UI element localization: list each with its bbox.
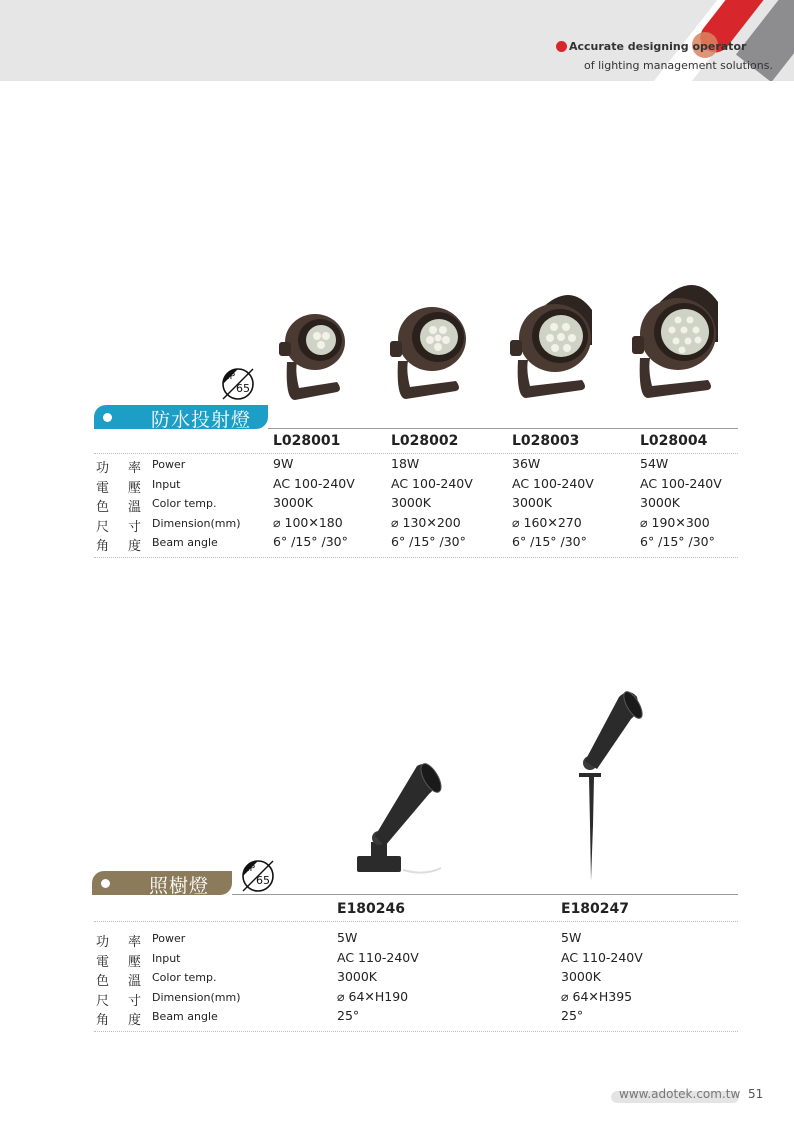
row-divider [94,453,738,454]
row-label-zh: 率 [128,935,142,950]
model-number: L028003 [512,433,580,449]
bullet-dot-icon [556,41,567,52]
row-label-en: Color temp. [152,971,217,984]
spec-value: 3000K [391,495,432,510]
header-tagline: Accurate designing operator [569,40,747,53]
spec-value: 3000K [640,495,681,510]
spec-value: AC 100-240V [640,475,722,491]
page-header [0,0,794,81]
section-bar-floodlight [94,405,268,429]
floodlight-image-1 [275,312,355,402]
spec-value: ⌀ 64✕H190 [337,988,409,1004]
spec-value: 18W [391,456,420,471]
row-label-zh: 寸 [128,993,142,1009]
spec-value: 6° /15° /30° [640,534,715,549]
row-label-en: Input [152,477,181,491]
ip-label: IP [227,372,236,382]
spec-value: 36W [512,456,541,471]
spec-value: ⌀ 64✕H395 [561,988,633,1004]
section-bar-tree-light [92,871,232,895]
ip-value: 65 [256,874,270,887]
row-label-zh: 角 [96,1013,110,1028]
spec-value: 5W [337,930,358,945]
footer-url: www.adotek.com.tw [619,1087,741,1101]
row-label-en: Input [152,951,181,965]
divider [268,428,738,429]
row-label-zh: 率 [128,461,142,476]
spec-value: AC 100-240V [512,475,594,491]
row-label-zh: 寸 [128,519,142,535]
ip-value: 65 [236,382,250,395]
spec-value: AC 110-240V [337,949,419,965]
spec-value: 3000K [337,969,378,984]
spec-value: ⌀ 130✕200 [391,514,461,530]
header-subtagline: of lighting management solutions. [584,59,773,72]
bullet-dot-icon [101,879,110,888]
row-label-zh: 角 [96,539,110,554]
table-bottom-divider [94,557,738,558]
spec-value: ⌀ 160✕270 [512,514,582,530]
row-label-zh: 度 [128,1013,142,1028]
model-number: L028001 [273,433,341,449]
ip65-badge [242,860,272,890]
model-number: L028004 [640,433,708,449]
ip-label: IP [247,864,256,874]
section-title: 照樹燈 [149,875,210,897]
row-label-en: Beam angle [152,1010,218,1023]
spec-value: 3000K [512,495,553,510]
row-label-zh: 色 [96,974,110,989]
row-label-zh: 壓 [128,954,142,970]
spec-value: 3000K [273,495,314,510]
spec-value: 25° [561,1008,584,1023]
row-label-zh: 功 [96,935,110,950]
spec-value: AC 100-240V [391,475,473,491]
row-label-en: Color temp. [152,497,217,510]
ip65-badge [222,368,252,398]
row-label-zh: 電 [96,954,110,970]
row-label-zh: 溫 [128,974,142,989]
row-label-zh: 功 [96,461,110,476]
row-label-zh: 尺 [96,993,110,1009]
tree-light-image-2 [575,685,655,885]
tree-light-image-1 [355,758,445,878]
model-number: E180247 [561,901,630,917]
spec-value: 6° /15° /30° [273,534,348,549]
row-label-zh: 度 [128,539,142,554]
spec-value: 3000K [561,969,602,984]
row-label-zh: 色 [96,500,110,515]
spec-value: 54W [640,456,669,471]
floodlight-image-2 [390,305,480,400]
divider [232,894,738,895]
spec-value: ⌀ 100✕180 [273,514,343,530]
model-number: L028002 [391,433,459,449]
floodlight-image-3 [510,290,600,400]
row-divider [94,921,738,922]
row-label-zh: 電 [96,480,110,496]
row-label-zh: 壓 [128,480,142,496]
spec-value: 5W [561,930,582,945]
spec-value: ⌀ 190✕300 [640,514,710,530]
page-number: 51 [748,1087,764,1101]
row-label-zh: 尺 [96,519,110,535]
model-number: E180246 [337,901,406,917]
spec-value: AC 100-240V [273,475,355,491]
row-label-en: Dimension(mm) [152,516,241,530]
floodlight-image-4 [632,280,727,400]
spec-value: 9W [273,456,294,471]
row-label-en: Power [152,458,186,471]
row-label-en: Dimension(mm) [152,990,241,1004]
bullet-dot-icon [103,413,112,422]
spec-value: 6° /15° /30° [512,534,587,549]
row-label-zh: 溫 [128,500,142,515]
table-bottom-divider [94,1031,738,1032]
row-label-en: Power [152,932,186,945]
spec-value: AC 110-240V [561,949,643,965]
spec-value: 25° [337,1008,360,1023]
section-title: 防水投射燈 [151,409,252,431]
row-label-en: Beam angle [152,536,218,549]
spec-value: 6° /15° /30° [391,534,466,549]
